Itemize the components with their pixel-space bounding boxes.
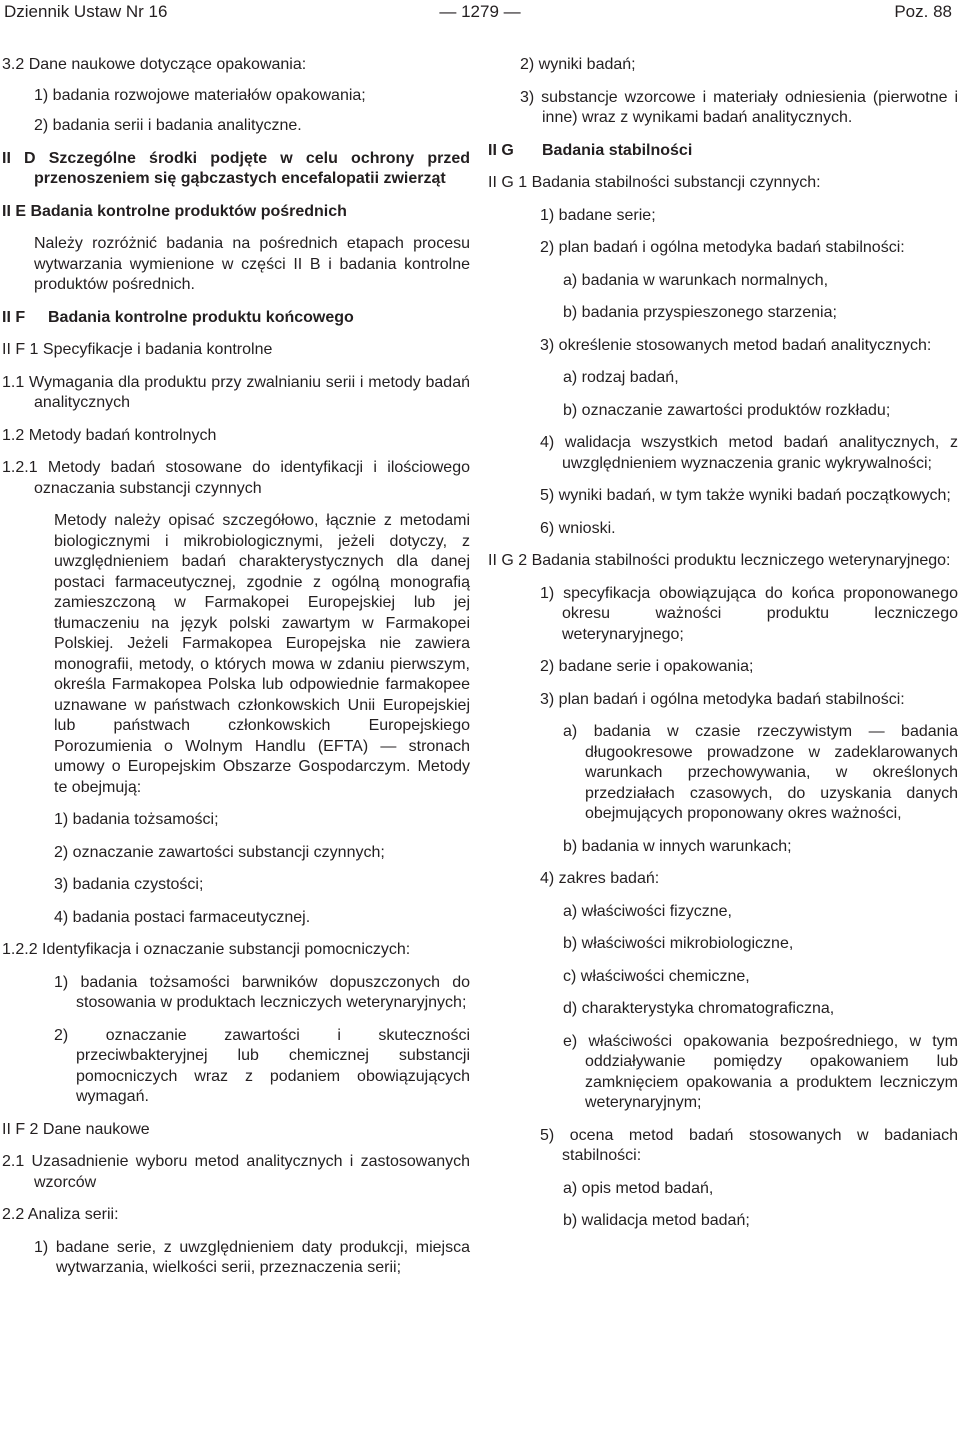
list-subitem: a) właściwości fizyczne, — [563, 902, 732, 920]
list-item: 2) plan badań i ogólna metodyka badań stabilności: — [540, 239, 905, 256]
list-item: 6) wnioski. — [540, 519, 616, 537]
list-item: 5) wyniki badań, w tym także wyniki badań początkowych; — [540, 487, 951, 504]
list-item: 2) badane serie i opakowania; — [540, 658, 754, 675]
heading-ii-f-title: Badania kontrolne produktu końcowego — [48, 308, 354, 326]
list-subitem: b) badania przyspieszonego starzenia; — [563, 304, 837, 321]
list-subitem: a) rodzaj badań, — [563, 369, 679, 386]
list-subitem: b) oznaczanie zawartości produktów rozkładu; — [563, 401, 891, 419]
section-2-2-item-1: 1) badane serie, z uwzględnieniem daty produkcji, miejsca wytwarzania, wielkości serii, przeznaczenia serii; — [34, 1238, 470, 1276]
heading-ii-g — [488, 141, 958, 162]
heading-ii-f-1: II F 1 Specyfikacje i badania kontrolne — [2, 341, 273, 358]
journal-title: Dziennik Ustaw Nr 16 — [4, 2, 168, 21]
list-item: 2) wyniki badań; — [520, 56, 636, 73]
list-item: 2) oznaczanie zawartości substancji czynnych; — [54, 843, 385, 861]
list-subitem: b) właściwości mikrobiologiczne, — [563, 935, 794, 952]
section-1-2-1: 1.2.1 Metody badań stosowane do identyfikacji i ilościowego oznaczania substancji czynnych — [2, 459, 470, 497]
list-subitem: c) właściwości chemiczne, — [563, 967, 750, 985]
ii-e-paragraph: Należy rozróżnić badania na pośrednich etapach procesu wytwarzania wymienione w części II B i badania kontrolne produktów pośrednich. — [34, 235, 470, 293]
list-subitem: d) charakterystyka chromatograficzna, — [563, 1000, 835, 1017]
heading-ii-f — [2, 308, 470, 329]
section-3-2-item-2: 2) badania serii i badania analityczne. — [34, 117, 302, 134]
list-subitem: a) badania w warunkach normalnych, — [563, 271, 829, 289]
list-item: 3) badania czystości; — [54, 876, 204, 893]
section-2-1: 2.1 Uzasadnienie wyboru metod analitycznych i zastosowanych wzorców — [2, 1153, 470, 1191]
list-subitem: e) właściwości opakowania bezpośredniego, w tym oddziaływanie pomiędzy opakowaniem lub zamknięciem opakowania a produktem leczniczym weterynaryjnym; — [563, 1032, 958, 1111]
right-column — [488, 55, 958, 1244]
list-subitem: b) walidacja metod badań; — [563, 1212, 750, 1229]
heading-ii-g-1: II G 1 Badania stabilności substancji czynnych: — [488, 174, 821, 191]
heading-ii-e: II E Badania kontrolne produktów pośrednich — [2, 202, 347, 220]
section-3-2-item-1: 1) badania rozwojowe materiałów opakowania; — [34, 86, 366, 104]
heading-ii-f-code: II F — [2, 308, 26, 326]
page-header — [0, 0, 960, 30]
list-item: 4) zakres badań: — [540, 870, 660, 887]
heading-ii-g-title: Badania stabilności — [542, 141, 693, 159]
list-subitem: a) opis metod badań, — [563, 1179, 714, 1197]
list-item: 3) określenie stosowanych metod badań analitycznych: — [540, 336, 932, 354]
list-item: 3) plan badań i ogólna metodyka badań stabilności: — [540, 690, 905, 708]
list-item: 1) badania tożsamości; — [54, 811, 219, 828]
list-item: 2) oznaczanie zawartości i skuteczności przeciwbakteryjnej lub chemicznej substancji pomocniczych wraz z podaniem obowiązujących wymagań. — [54, 1026, 470, 1105]
list-item: 4) badania postaci farmaceutycznej. — [54, 908, 311, 926]
list-item: 4) walidacja wszystkich metod badań analitycznych, z uwzględnieniem wyznaczenia granic wykrywalności; — [540, 434, 958, 472]
list-item: 1) specyfikacja obowiązująca do końca proponowanego okresu ważności produktu leczniczego weterynaryjnego; — [540, 584, 958, 643]
section-2-2: 2.2 Analiza serii: — [2, 1206, 119, 1223]
section-1-2-1-paragraph: Metody należy opisać szczegółowo, łącznie z metodami biologicznymi i mikrobiologicznymi, jeżeli dotyczy, z uwzględnieniem badań charakterystycznych dla danej postaci farmaceutycznej, zgodnie z ogólną monografią zamieszczoną w Farmakopei Europejskiej lub jej tłumaczeniu na język polski zawartym w Farmakopei Polskiej. Jeżeli Farmakopea Europejska nie zawiera monografii, metody, o których mowa w zdaniu pierwszym, określa Farmakopea Polska lub odpowiednie farmakopee uznawane w państwach członkowskich Unii Europejskiej lub państwach członkowskich Europejskiego Porozumienia o Wolnym Handlu (EFTA) — stronach umowy o Europejskim Obszarze Gospodarczym. Metody te obejmują: — [54, 512, 470, 796]
list-item: 3) substancje wzorcowe i materiały odniesienia (pierwotne i inne) wraz z wynikami badań analitycznych. — [520, 88, 958, 126]
list-subitem: a) badania w czasie rzeczywistym — badania długookresowe prowadzone w zadeklarowanych warunkach przechowywania, w określonych przedziałach czasowych, do uzyskania danych obejmujących proponowany okres ważności, — [563, 723, 958, 822]
section-1-2: 1.2 Metody badań kontrolnych — [2, 426, 217, 444]
section-1-1: 1.1 Wymagania dla produktu przy zwalnianiu serii i metody badań analitycznych — [2, 373, 470, 411]
heading-ii-f-2: II F 2 Dane naukowe — [2, 1120, 150, 1138]
section-3-2: 3.2 Dane naukowe dotyczące opakowania: — [2, 56, 307, 73]
section-1-2-2: 1.2.2 Identyfikacja i oznaczanie substancji pomocniczych: — [2, 941, 411, 958]
heading-ii-g-code: II G — [488, 141, 514, 159]
heading-ii-d: II D Szczególne środki podjęte w celu ochrony przed przenoszeniem się gąbczastych encefalopatii zwierząt — [2, 149, 470, 187]
list-item: 1) badania tożsamości barwników dopuszczonych do stosowania w produktach leczniczych weterynaryjnych; — [54, 973, 470, 1011]
left-column — [2, 55, 470, 1291]
list-item: 1) badane serie; — [540, 206, 656, 224]
heading-ii-g-2: II G 2 Badania stabilności produktu leczniczego weterynaryjnego: — [488, 552, 951, 569]
list-subitem: b) badania w innych warunkach; — [563, 837, 792, 855]
position-number: Poz. 88 — [894, 2, 952, 21]
list-item: 5) ocena metod badań stosowanych w badaniach stabilności: — [540, 1126, 958, 1164]
page-number: — 1279 — — [439, 2, 521, 21]
